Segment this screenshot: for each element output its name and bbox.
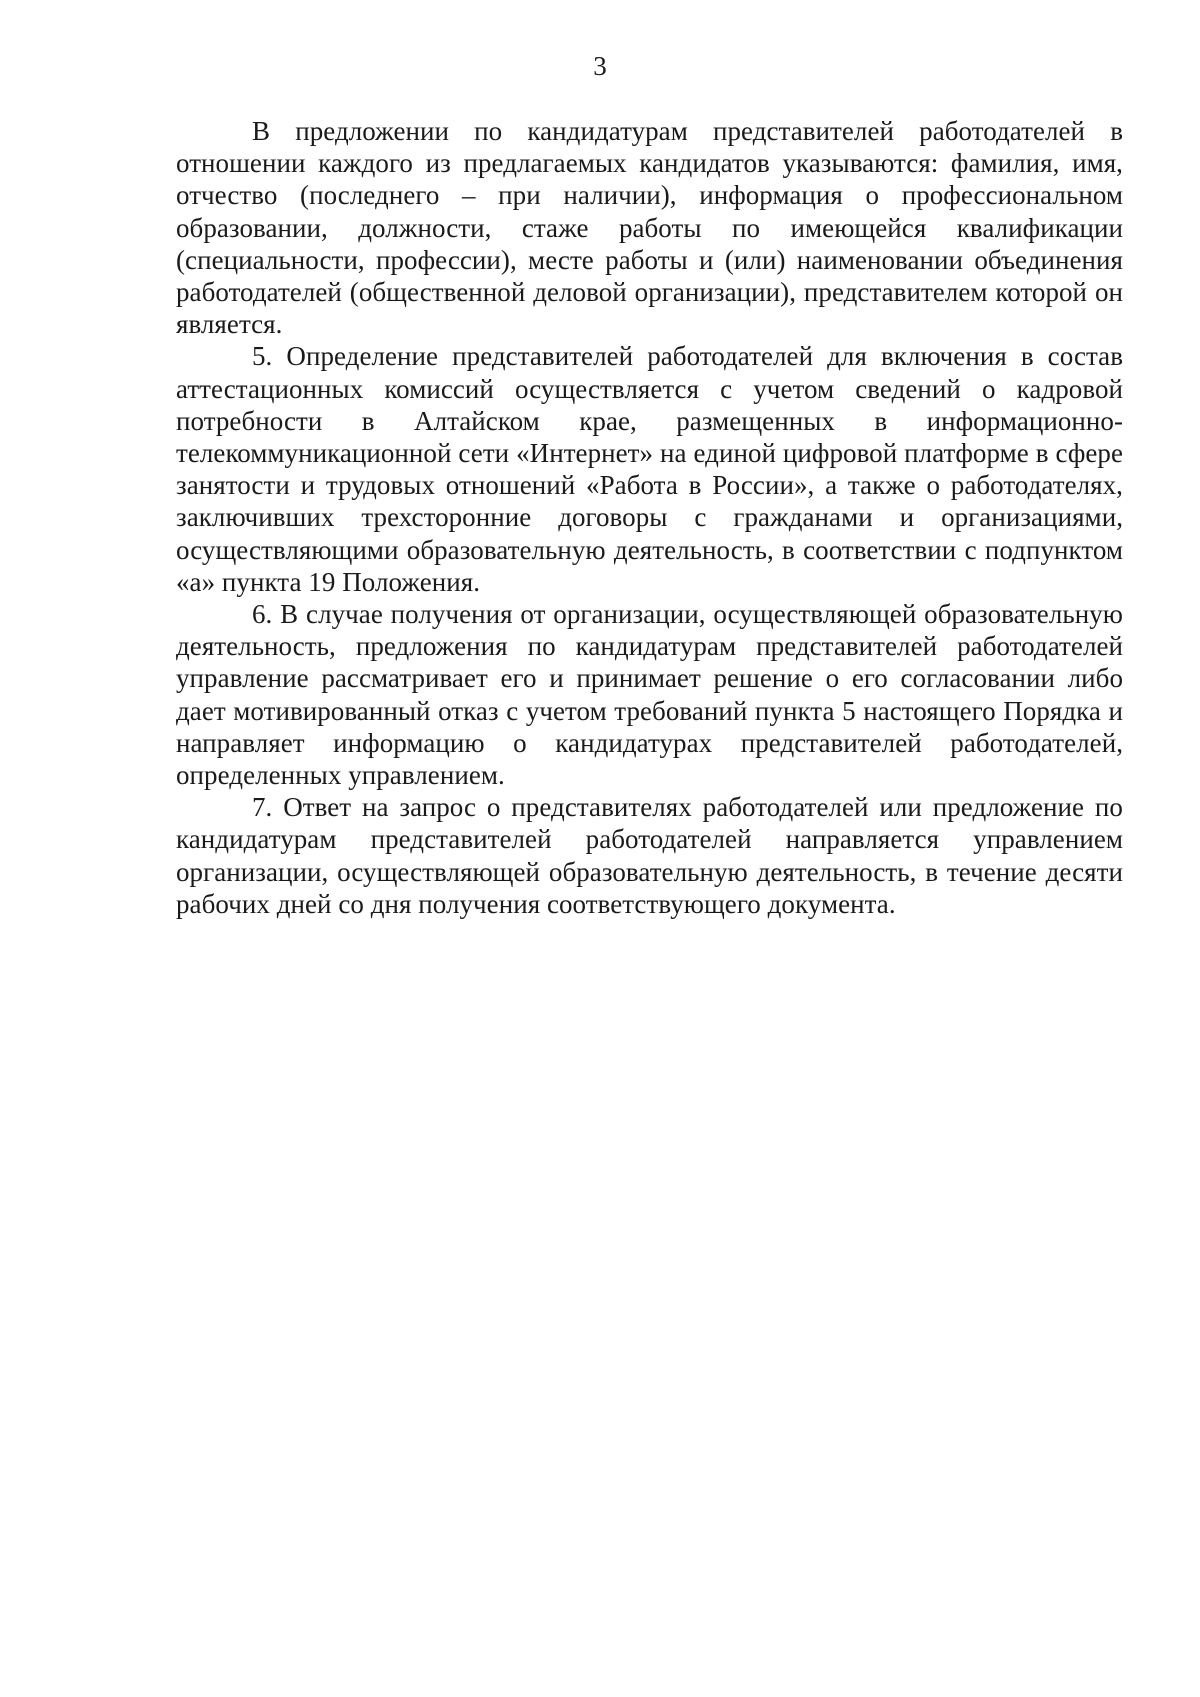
paragraph-item-5: 5. Определение представителей работодателей для включения в состав аттестационных комиссий осуществляется с учетом сведений о кадровой потребности в Алтайском крае, размещенных в информационно-телекоммуникационной сети «Интернет» на единой цифровой платформе в сфере занятости и трудовых отношений «Работа в России», а также о работодателях, заключивших трехсторонние договоры с гражданами и организациями, осуществляющими образовательную деятельность, в соответствии с подпунктом «а» пункта 19 Положения. bbox=[176, 341, 1123, 597]
paragraph-item-7: 7. Ответ на запрос о представителях работодателей или предложение по кандидатурам представителей работодателей направляется управлением организации, осуществляющей образовательную деятельность, в течение десяти рабочих дней со дня получения соответствующего документа. bbox=[176, 792, 1123, 919]
paragraph-candidate-info: В предложении по кандидатурам представителей работодателей в отношении каждого из предлагаемых кандидатов указываются: фамилия, имя, отчество (последнего – при наличии), информация о профессиональном образовании, должности, стаже работы по имеющейся квалификации (специальности, профессии), месте работы и (или) наименовании объединения работодателей (общественной деловой организации), представителем которой он является. bbox=[176, 116, 1123, 340]
page-number: 3 bbox=[593, 51, 607, 81]
document-body bbox=[176, 115, 1123, 920]
paragraph-item-6: 6. В случае получения от организации, осуществляющей образовательную деятельность, предложения по кандидатурам представителей работодателей управление рассматривает его и принимает решение о его согласовании либо дает мотивированный отказ с учетом требований пункта 5 настоящего Порядка и направляет информацию о кандидатурах представителей работодателей, определенных управлением. bbox=[176, 599, 1123, 791]
